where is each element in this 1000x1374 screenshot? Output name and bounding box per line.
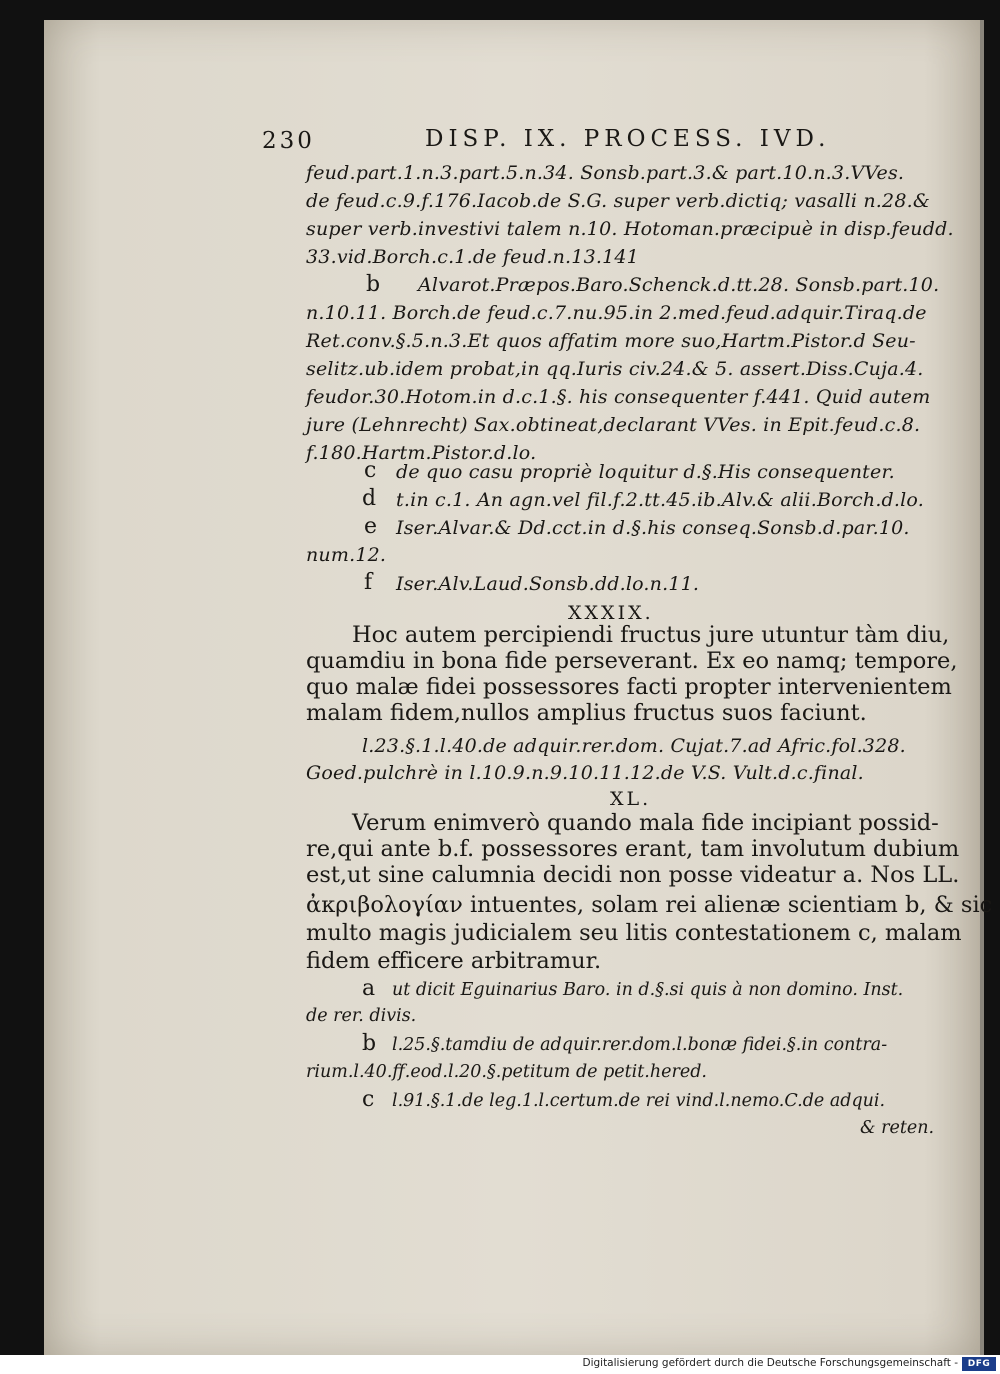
note-letter-a: a	[362, 976, 376, 1001]
note-line: t.in c.1. An agn.vel fil.f.2.tt.45.ib.Alv.& alii.Borch.d.lo.	[396, 489, 924, 511]
section-number-39: XXXIX.	[568, 602, 654, 624]
reference-line: l.23.§.1.l.40.de adquir.rer.dom. Cujat.7.ad Afric.fol.328.	[362, 735, 906, 757]
note-line: rium.l.40.ff.eod.l.20.§.petitum de petit.hered.	[306, 1062, 707, 1082]
note-letter-d: d	[362, 486, 377, 511]
note-line: Alvarot.Præpos.Baro.Schenck.d.tt.28. Sonsb.part.10.	[418, 274, 940, 296]
note-letter-c: c	[362, 1087, 375, 1112]
note-line: jure (Lehnrecht) Sax.obtineat,declarant VVes. in Epit.feud.c.8.	[306, 414, 921, 436]
note-line: n.10.11. Borch.de feud.c.7.nu.95.in 2.med.feud.adquir.Tiraq.de	[306, 302, 927, 324]
note-line: l.91.§.1.de leg.1.l.certum.de rei vind.l.nemo.C.de adqui.	[392, 1091, 886, 1111]
dfg-logo: DFG	[962, 1357, 996, 1371]
body-line: quamdiu in bona fide perseverant. Ex eo namq; tempore,	[306, 648, 958, 674]
running-title: DISP. IX. PROCESS. IVD.	[425, 126, 831, 152]
note-line: de quo casu propriè loquitur d.§.His consequenter.	[396, 461, 895, 483]
note-line: ut dicit Eguinarius Baro. in d.§.si quis à non domino. Inst.	[392, 980, 904, 1000]
note-line: de feud.c.9.f.176.Iacob.de S.G. super verb.dictiq; vasalli n.28.&	[306, 190, 930, 212]
note-letter-e: e	[364, 514, 378, 539]
body-line: Verum enimverò quando mala fide incipiant possid-	[352, 810, 939, 836]
note-line: Iser.Alv.Laud.Sonsb.dd.lo.n.11.	[396, 573, 700, 595]
note-line: 33.vid.Borch.c.1.de feud.n.13.141	[306, 246, 639, 268]
note-letter-f: f	[364, 570, 373, 595]
note-line: feudor.30.Hotom.in d.c.1.§. his consequenter f.441. Quid autem	[306, 386, 931, 408]
body-line: est,ut sine calumnia decidi non posse videatur a. Nos LL.	[306, 862, 960, 888]
body-line: quo malæ fidei possessores facti propter intervenientem	[306, 674, 952, 700]
note-line: de rer. divis.	[306, 1006, 417, 1026]
note-line: Iser.Alvar.& Dd.cct.in d.§.his conseq.Sonsb.d.par.10.	[396, 517, 910, 539]
body-line: re,qui ante b.f. possessores erant, tam involutum dubium	[306, 836, 960, 862]
note-line: num.12.	[306, 544, 387, 566]
body-line: Hoc autem percipiendi fructus jure utuntur tàm diu,	[352, 622, 950, 648]
note-line: l.25.§.tamdiu de adquir.rer.dom.l.bonæ fidei.§.in contra-	[392, 1035, 888, 1055]
note-letter-c: c	[364, 458, 377, 483]
body-line: multo magis judicialem seu litis contestationem c, malam	[306, 920, 962, 946]
note-line: Ret.conv.§.5.n.3.Et quos affatim more suo,Hartm.Pistor.d Seu-	[306, 330, 916, 352]
note-line: f.180.Hartm.Pistor.d.lo.	[306, 442, 537, 464]
note-letter-b: b	[366, 272, 381, 297]
note-letter-b: b	[362, 1031, 377, 1056]
note-line: selitz.ub.idem probat,in qq.Iuris civ.24.& 5. assert.Diss.Cuja.4.	[306, 358, 924, 380]
page-number: 230	[262, 128, 315, 154]
body-line: malam fidem,nullos amplius fructus suos faciunt.	[306, 700, 867, 726]
body-line: fidem efficere arbitramur.	[306, 948, 602, 974]
body-line: ἀκριβολογίαν intuentes, solam rei alienæ scientiam b, & sic	[306, 892, 993, 918]
section-number-40: XL.	[610, 788, 652, 810]
digitization-credit: Digitalisierung gefördert durch die Deutsche Forschungsgemeinschaft -	[582, 1357, 958, 1369]
note-line: super verb.investivi talem n.10. Hotoman.præcipuè in disp.feudd.	[306, 218, 954, 240]
note-line: & reten.	[860, 1118, 935, 1138]
note-line: feud.part.1.n.3.part.5.n.34. Sonsb.part.3.& part.10.n.3.VVes.	[306, 162, 905, 184]
reference-line: Goed.pulchrè in l.10.9.n.9.10.11.12.de V.S. Vult.d.c.final.	[306, 762, 864, 784]
